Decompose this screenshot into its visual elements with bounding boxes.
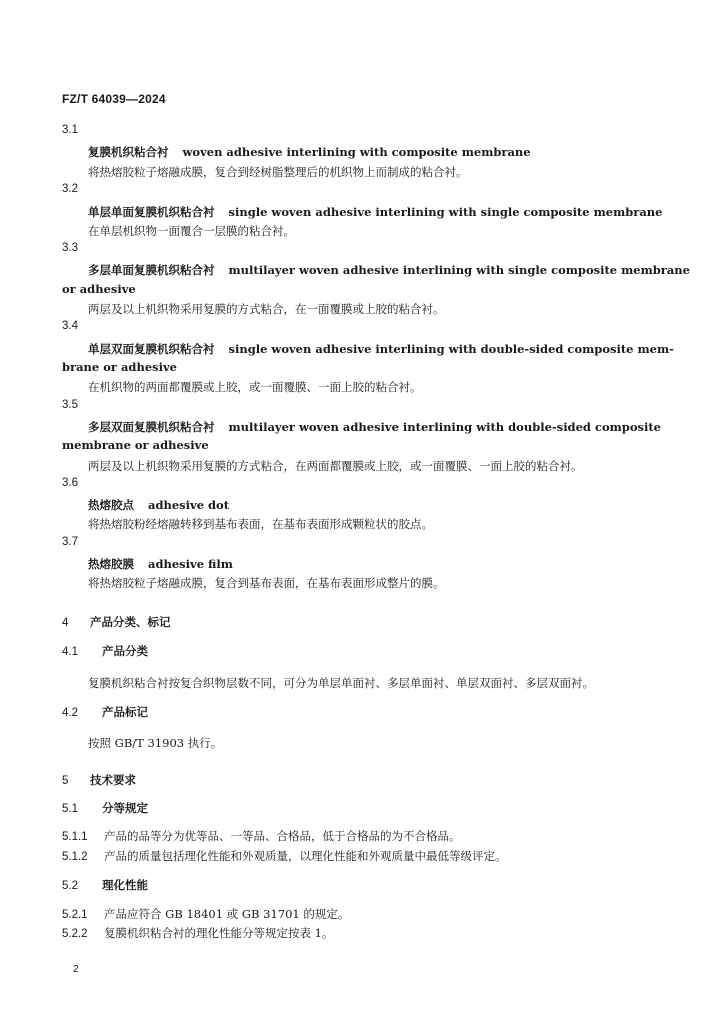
term-cn: 单层单面复膜机织粘合衬: [88, 205, 215, 219]
term-number: 3.3: [62, 242, 78, 254]
section-number: 4: [62, 617, 69, 629]
section-heading-5: [62, 772, 136, 788]
clause-number: 5.1.1: [62, 831, 88, 843]
term-definition: 将热熔胶粉经熔融转移到基布表面，在基布表面形成颗粒状的胶点。: [88, 517, 433, 531]
term-title: [88, 262, 690, 278]
term-number: 3.2: [62, 183, 78, 195]
section-title: 分等规定: [102, 801, 148, 815]
term-cn: 多层单面复膜机织粘合衬: [88, 263, 215, 277]
section-heading-5-1: [62, 800, 148, 816]
term-title: [88, 419, 661, 435]
term-en: single woven adhesive interlining with single composite membrane: [228, 205, 663, 219]
term-en: multilayer woven adhesive interlining with double-sided composite: [228, 420, 661, 434]
term-number: 3.6: [62, 477, 78, 489]
clause-text: 产品的品等分为优等品、一等品、合格品，低于合格品的为不合格品。: [104, 829, 461, 843]
section-number: 4.1: [62, 646, 78, 658]
section-title: 理化性能: [102, 878, 148, 892]
term-title: [88, 144, 622, 160]
section-number: 5.2: [62, 880, 78, 892]
term-cn: 热熔胶点: [88, 498, 134, 512]
clause-text: 产品应符合 GB 18401 或 GB 31701 的规定。: [104, 907, 350, 921]
term-title: [88, 497, 622, 513]
term-en: single woven adhesive interlining with double-sided composite mem-: [228, 342, 674, 356]
section-title: 技术要求: [90, 773, 136, 787]
section-number: 5: [62, 775, 69, 787]
term-cn: 多层双面复膜机织粘合衬: [88, 420, 215, 434]
section-title: 产品标记: [102, 705, 148, 719]
clause-5-2-1: [62, 906, 349, 922]
section-heading-5-2: [62, 877, 148, 893]
term-en-continuation: or adhesive: [62, 282, 136, 296]
section-title: 产品分类: [102, 644, 148, 658]
term-title: [88, 556, 622, 572]
term-en-continuation: brane or adhesive: [62, 360, 177, 374]
page-number: 2: [73, 964, 79, 975]
term-number: 3.5: [62, 399, 78, 411]
section-heading-4-1: [62, 643, 148, 659]
term-number: 3.4: [62, 320, 78, 332]
term-en: woven adhesive interlining with composite membrane: [182, 145, 531, 159]
clause-5-1-1: [62, 828, 461, 844]
clause-text: 产品的质量包括理化性能和外观质量，以理化性能和外观质量中最低等级评定。: [104, 849, 507, 863]
term-definition: 将热熔胶粒子熔融成膜，复合到经树脂整理后的机织物上而制成的粘合衬。: [88, 165, 468, 179]
term-definition: 两层及以上机织物采用复膜的方式粘合，在一面覆膜或上胶的粘合衬。: [88, 302, 445, 316]
term-definition: 两层及以上机织物采用复膜的方式粘合，在两面都覆膜或上胶，或一面覆膜、一面上胶的粘合衬。: [88, 459, 583, 473]
term-definition: 在机织物的两面都覆膜或上胶，或一面覆膜、一面上胶的粘合衬。: [88, 380, 422, 394]
term-en: adhesive dot: [148, 498, 230, 512]
term-definition: 在单层机织物一面覆合一层膜的粘合衬。: [88, 224, 295, 238]
clause-number: 5.2.2: [62, 928, 88, 940]
section-number: 4.2: [62, 707, 78, 719]
term-title: [88, 204, 663, 220]
section-heading-4-2: [62, 704, 148, 720]
document-code-header: FZ/T 64039—2024: [62, 92, 166, 106]
clause-number: 5.2.1: [62, 909, 88, 921]
section-heading-4: [62, 614, 171, 630]
clause-5-1-2: [62, 848, 507, 864]
term-title: [88, 341, 674, 357]
section-title: 产品分类、标记: [90, 615, 171, 629]
term-number: 3.1: [62, 124, 78, 136]
term-definition: 将热熔胶粒子熔融成膜，复合到基布表面，在基布表面形成整片的膜。: [88, 576, 445, 590]
term-en: multilayer woven adhesive interlining with single composite membrane: [228, 263, 690, 277]
term-cn: 单层双面复膜机织粘合衬: [88, 342, 215, 356]
section-paragraph: 按照 GB/T 31903 执行。: [88, 736, 223, 750]
section-number: 5.1: [62, 803, 78, 815]
section-paragraph: 复膜机织粘合衬按复合织物层数不同，可分为单层单面衬、多层单面衬、单层双面衬、多层双面衬。: [88, 676, 594, 690]
term-cn: 复膜机织粘合衬: [88, 145, 169, 159]
term-number: 3.7: [62, 536, 78, 548]
term-en: adhesive film: [148, 557, 233, 571]
clause-number: 5.1.2: [62, 851, 88, 863]
term-en-continuation: membrane or adhesive: [62, 438, 209, 452]
term-cn: 热熔胶膜: [88, 557, 134, 571]
clause-5-2-2: [62, 925, 333, 941]
clause-text: 复膜机织粘合衬的理化性能分等规定按表 1。: [104, 926, 334, 940]
